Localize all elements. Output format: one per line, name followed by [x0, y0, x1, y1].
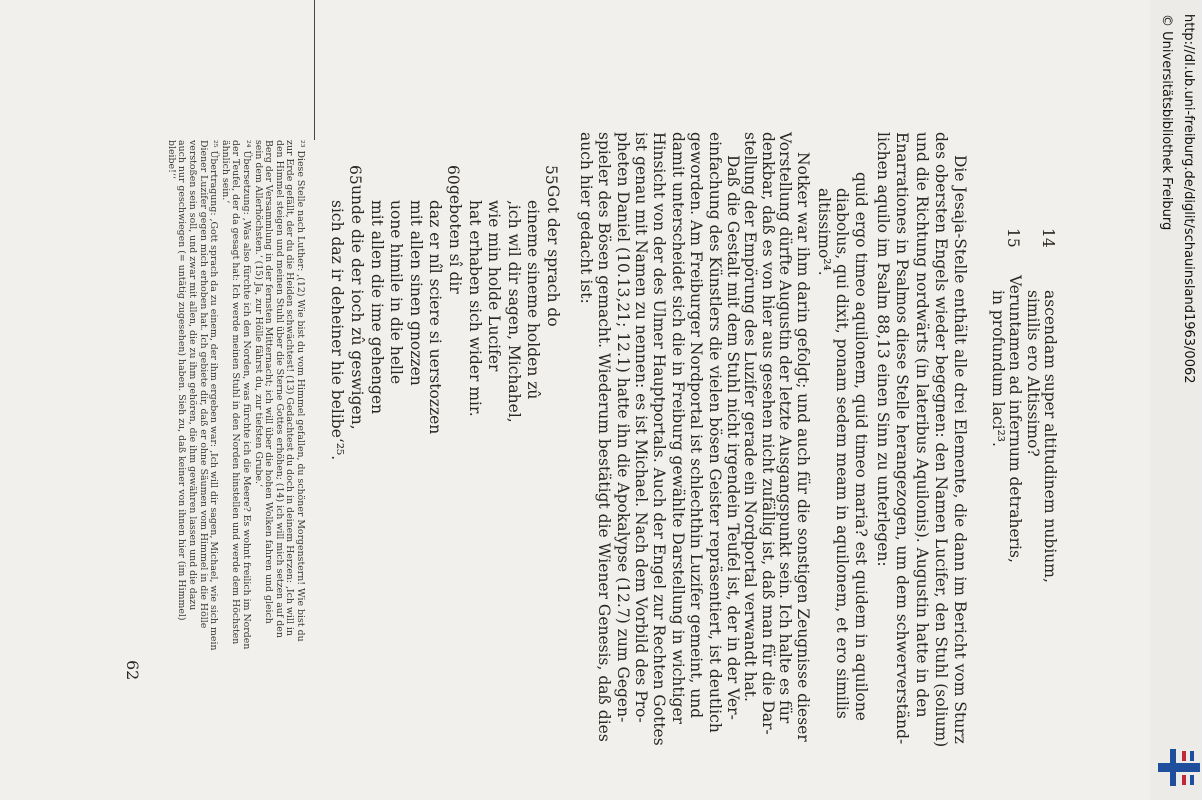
text-line: Die Jesaja-Stelle enthält alle drei Elemente, die dann im Bericht vom Sturz	[951, 155, 969, 744]
footnote-line: Berg der Versammlung in der fernsten Mitternacht; ich will über die hohen Wolken fahren und gleich	[263, 140, 275, 624]
footnote-line: sein dem Allerhöchsten.‘ (15) Ja, zur Hölle fährst du, zur tiefsten Grube.‘	[252, 140, 264, 488]
footnote-line: verstoßen sein soll, und zwar mit allen, die zu ihm gehören, die ihm gewähren lassen und die dazu	[187, 140, 198, 611]
library-logo	[1150, 745, 1200, 790]
text-line: sich daz ir deheiner hie belibe‘²⁵.	[328, 200, 347, 461]
page-number: 62	[123, 660, 142, 681]
line-number: 55	[542, 165, 560, 185]
text-line: Got der sprach do	[544, 185, 562, 327]
line-number: 15	[1004, 228, 1022, 248]
text-line: daz er nîl sciere si uerstozzen	[426, 200, 445, 435]
footnote-line: der Teufel, der da gesagt hat: Ich werde meinen Stuhl in den Norden hinstellen und werde dem Höchsten	[230, 140, 242, 645]
text-line: ‚ich wil dir sagen, Michahel,	[504, 200, 523, 423]
text-line: mit allen sinen gnozzen	[406, 200, 425, 386]
text-line: damit unterscheidet sich die in Freiburg gewählte Darstellung in wichtiger	[668, 132, 687, 725]
text-line: ascendam super altitudinem nubium,	[1041, 290, 1059, 583]
credit-library: © Universitätsbibliothek Freiburg	[1159, 14, 1174, 231]
side-credits	[1150, 0, 1202, 800]
text-line: stellung der Empörung des Luzifer gerade ein Nordportal verwandt hat.	[741, 132, 760, 702]
text-line: diabolus, qui dixit, ponam sedem meam in aquilonem, et ero similis	[833, 188, 852, 719]
text-line: geworden. Am Freiburger Nordportal ist schlechthin Luzifer gemeint, und	[687, 132, 706, 719]
logo-icon	[1150, 745, 1200, 790]
line-number: 60	[444, 165, 462, 185]
text-line: Notker war ihm darin gefolgt; und auch für die sonstigen Zeugnisse dieser	[794, 152, 812, 742]
credit-url[interactable]: http://dl.ub.uni-freiburg.de/diglit/schauinsland1963/0062	[1181, 14, 1196, 384]
text-line: pheten Daniel (10.13,21; 12.1) hatte ihn die Apokalypse (12.7) zum Gegen-	[613, 132, 632, 723]
text-line: einfachung des Künstlers die vielen bösen Geister repräsentiert, ist deutlich	[705, 132, 724, 733]
text-line: eineme sineme holden zû	[524, 200, 543, 400]
text-line: lichen aquilo im Psalm 88,13 einen Sinn zu unterlegen:	[874, 132, 893, 567]
text-line: Enarrationes in Psalmos diese Stelle herangezogen, um dem schwerverständ-	[893, 132, 912, 745]
text-line: unde die der ioch zû geswigen,	[348, 185, 366, 430]
text-line: auch hier gedacht ist:	[576, 132, 595, 304]
text-line: spieler des Bösen gemacht. Wiederum bestätigt die Wiener Genesis, daß dies	[595, 132, 614, 742]
text-line: altissimo²⁴.	[814, 188, 833, 276]
text-line: des obersten Engels wieder begegnen: den Namen Lucifer, den Stuhl (solium)	[931, 132, 950, 748]
text-line: mit allen die ime gehengen	[367, 200, 386, 415]
text-line: Hinsicht von der des Ulmer Hauptportals. Auch der Engel zur Rechten Gottes	[650, 132, 669, 746]
text-line: Daß die Gestalt mit dem Stuhl nicht irgendein Teufel ist, der in der Ver-	[724, 155, 742, 720]
footnote-separator	[314, 0, 315, 140]
footnote-line: ²⁴ Übersetzung: ‚Was also fürchte ich den Norden, was fürchte ich die Meere? Es wohnt freilich im Norden	[241, 140, 252, 650]
text-line: Veruntamen ad infernum detraheris,	[1006, 275, 1024, 563]
footnote-line: den Himmel steigen und meinen Stuhl über die Sterne Gottes erhöhen; (14) ich will mich setzen auf den	[273, 140, 285, 638]
text-line: Vorstellung dürfte Augustin der letzte Ausgangspunkt sein. Ich halte es für	[776, 132, 795, 724]
text-line: wie min holde Lucifer	[485, 200, 504, 372]
text-line: in profundum laci²³.	[989, 290, 1007, 447]
line-number: 65	[346, 165, 364, 185]
text-line: similis ero Altissimo?	[1024, 290, 1042, 457]
text-line: geboten sî dir	[446, 185, 464, 294]
text-line: uone himile in die helle	[387, 200, 406, 385]
footnote-line: ähnlich sein.‘	[219, 140, 231, 204]
footnote-line: Diener Luzifer gegen mich erhoben hat. Ich gebiete dir, daß er ohne Säumen vom Himmel in die Hölle	[197, 140, 209, 629]
text-line: denkbar, daß es von hier aus gesehen nicht zufällig ist, daß man für die Dar-	[758, 132, 777, 735]
footnote-line: zur Erde gefällt, der du die Heiden schwächtest! (13) Gedachtest du doch in deinem Herzen: ‚Ich will in	[284, 140, 296, 636]
footnote-line: ²⁵ Übertragung: ‚Gott sprach da zu einem, der ihm ergeben war: ‚Ich will dir sagen, Michael, wie sich mein	[208, 140, 220, 651]
text-line: und die Richtung nordwärts (in lateribus Aquilonis). Augustin hatte in den	[912, 132, 931, 718]
footnote-line: auch nur geschwiegen (= untätig zugesehen) haben. Sieh zu, daß keiner von ihnen hier (im Himmel)	[176, 140, 188, 621]
text-line: ist genau mit Namen zu nennen: es ist Michael. Nach dem Vorbild des Pro-	[632, 132, 650, 723]
text-line: hat erhaben sich wider mir.	[465, 200, 484, 417]
line-number: 14	[1039, 228, 1057, 248]
text-line: quid ergo timeo aquilonem, quid timeo maria? est quidem in aquilone	[852, 172, 870, 721]
footnote-line: ²³ Diese Stelle nach Luther: ‚(12) Wie bist du vom Himmel gefallen, du schöner Morgenstern! Wie bist du	[295, 140, 306, 642]
footnote-line: bleibe!‘‘	[165, 140, 177, 179]
